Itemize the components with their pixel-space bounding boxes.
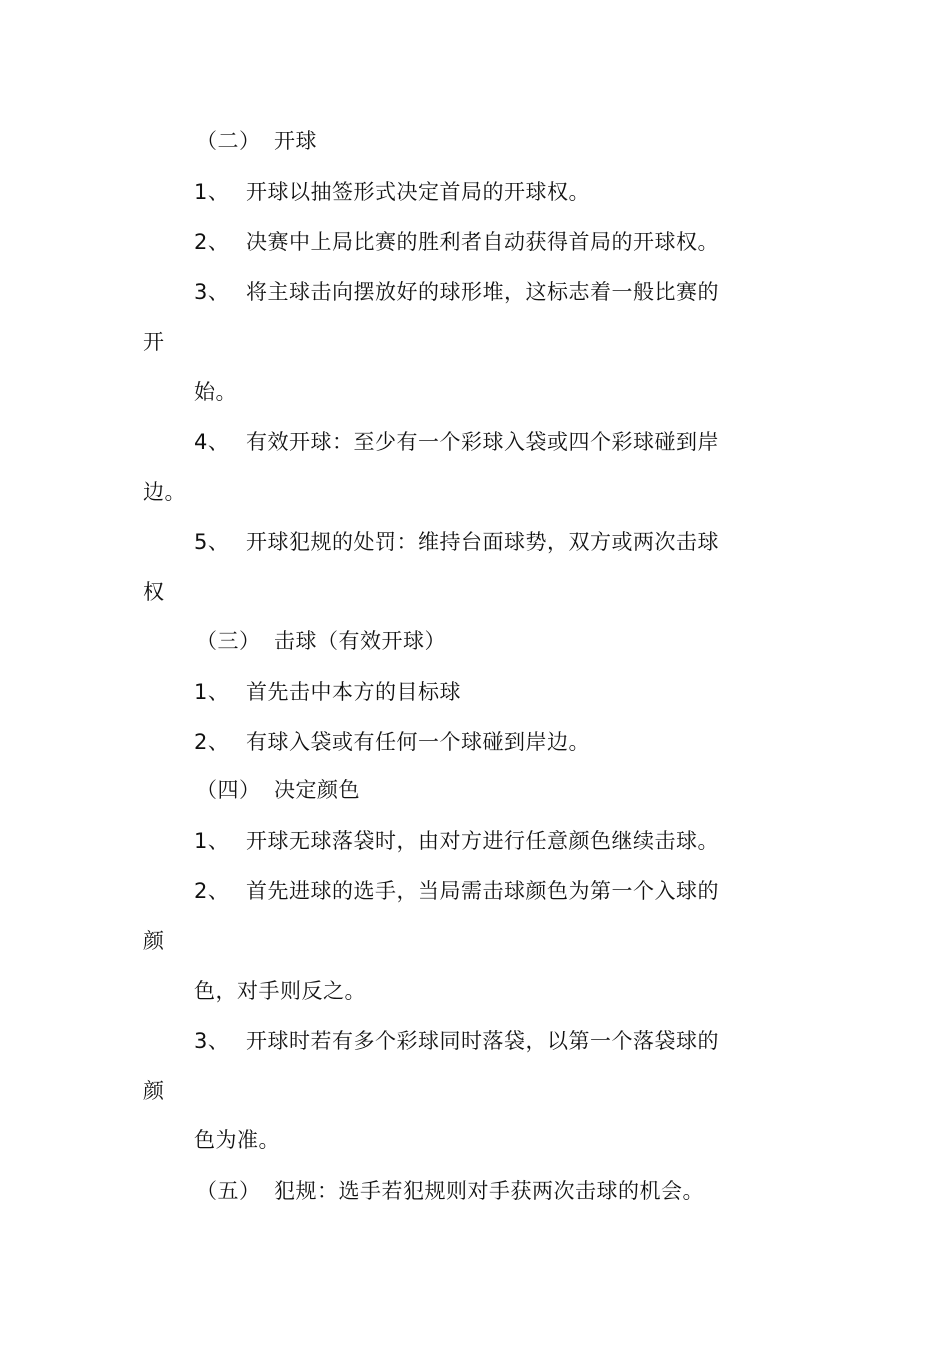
list-item — [194, 427, 719, 457]
list-item — [194, 1026, 719, 1056]
list-item — [194, 727, 590, 757]
item-number: 4、 — [194, 430, 230, 454]
section-marker: （二） — [196, 129, 261, 153]
item-wrap-text: 权 — [143, 580, 165, 604]
item-text: 开球无球落袋时，由对方进行任意颜色继续击球。 — [246, 829, 719, 853]
section-heading — [196, 626, 446, 656]
list-item — [194, 227, 719, 257]
item-number: 2、 — [194, 730, 230, 754]
item-text: 开球时若有多个彩球同时落袋，以第一个落袋球的 — [246, 1029, 719, 1053]
section-title: 决定颜色 — [274, 778, 360, 802]
item-text: 有球入袋或有任何一个球碰到岸边。 — [246, 730, 590, 754]
item-text: 首先击中本方的目标球 — [246, 680, 461, 704]
item-number: 3、 — [194, 280, 230, 304]
list-item — [194, 527, 719, 557]
item-wrap-text: 边。 — [143, 480, 186, 504]
item-continuation-text: 色，对手则反之。 — [194, 979, 366, 1003]
item-text: 首先进球的选手，当局需击球颜色为第一个入球的 — [246, 879, 719, 903]
item-wrap-text: 颜 — [143, 1079, 165, 1103]
item-wrap-text: 颜 — [143, 929, 165, 953]
section-marker: （五） — [196, 1179, 261, 1203]
section-marker: （三） — [196, 629, 261, 653]
item-continuation-text: 始。 — [194, 380, 237, 404]
section-title: 击球（有效开球） — [274, 629, 446, 653]
list-item — [194, 826, 719, 856]
item-number: 2、 — [194, 879, 230, 903]
item-text: 将主球击向摆放好的球形堆，这标志着一般比赛的 — [246, 280, 719, 304]
item-text: 决赛中上局比赛的胜利者自动获得首局的开球权。 — [246, 230, 719, 254]
item-number: 1、 — [194, 680, 230, 704]
item-number: 5、 — [194, 530, 230, 554]
item-wrap-text: 开 — [143, 330, 165, 354]
list-item — [194, 277, 719, 307]
section-heading — [196, 1176, 704, 1206]
section-marker: （四） — [196, 778, 261, 802]
section-heading — [196, 775, 360, 805]
list-item — [194, 677, 461, 707]
item-continuation-text: 色为准。 — [194, 1128, 280, 1152]
item-number: 3、 — [194, 1029, 230, 1053]
item-text: 有效开球：至少有一个彩球入袋或四个彩球碰到岸 — [246, 430, 719, 454]
item-number: 1、 — [194, 829, 230, 853]
section-heading — [196, 126, 317, 156]
section-title: 开球 — [274, 129, 317, 153]
item-text: 开球以抽签形式决定首局的开球权。 — [246, 180, 590, 204]
list-item — [194, 177, 590, 207]
item-text: 开球犯规的处罚：维持台面球势，双方或两次击球 — [246, 530, 719, 554]
item-number: 1、 — [194, 180, 230, 204]
section-title: 犯规：选手若犯规则对手获两次击球的机会。 — [274, 1179, 704, 1203]
item-number: 2、 — [194, 230, 230, 254]
list-item — [194, 876, 719, 906]
